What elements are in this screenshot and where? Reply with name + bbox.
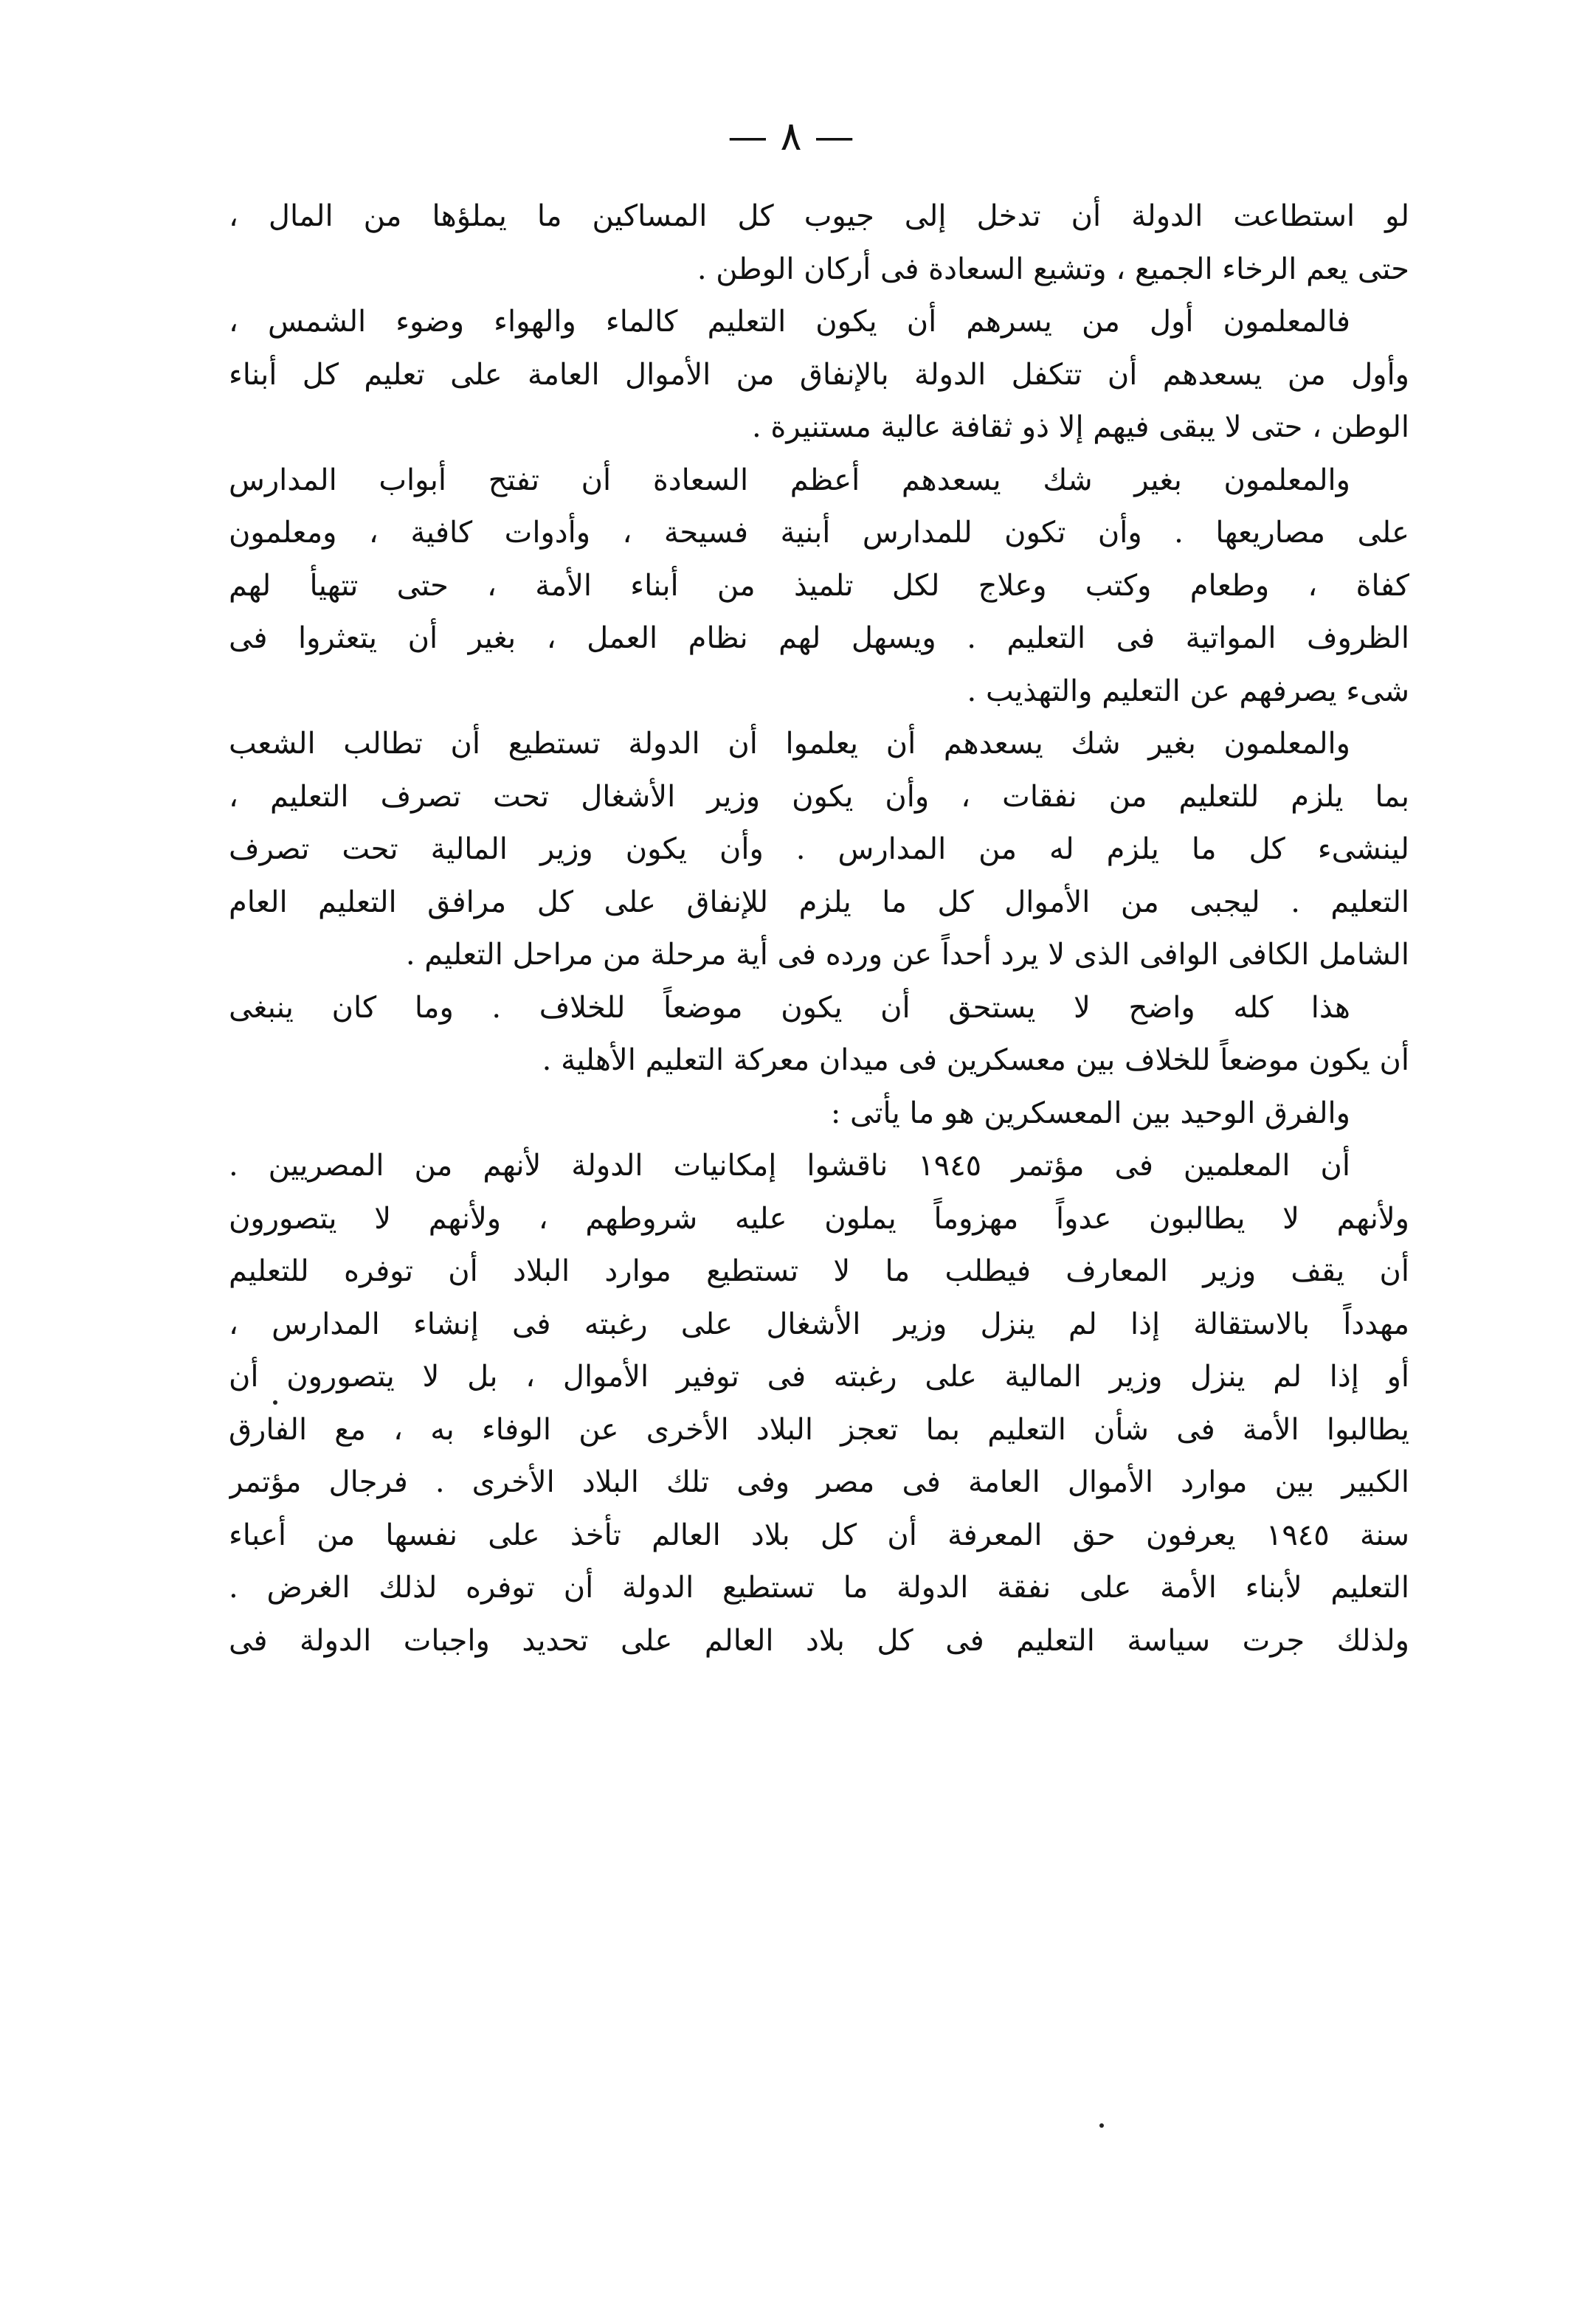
text-line: بما يلزم للتعليم من نفقات ، وأن يكون وزير الأشغال تحت تصرف التعليم ، xyxy=(229,779,1409,814)
text-line: أن يقف وزير المعارف فيطلب ما لا تستطيع موارد البلاد أن توفره للتعليم xyxy=(229,1254,1409,1288)
text-line: سنة ١٩٤٥ يعرفون حق المعرفة أن كل بلاد العالم تأخذ على نفسها من أعباء xyxy=(229,1518,1409,1552)
text-line: هذا كله واضح لا يستحق أن يكون موضعاً للخلاف . وما كان ينبغى xyxy=(229,990,1350,1025)
text-line: الشامل الكافى الوافى الذى لا يرد أحداً عن ورده فى أية مرحلة من مراحل التعليم . xyxy=(405,938,1409,972)
paragraph xyxy=(229,454,1409,719)
text-line: أو إذا لم ينزل وزير المالية على رغبته فى توفير الأموال ، بل لا يتصورون أن xyxy=(229,1360,1409,1394)
text-line: الظروف المواتية فى التعليم . ويسهل لهم نظام العمل ، بغير أن يتعثروا فى xyxy=(229,621,1409,655)
text-line: ولذلك جرت سياسة التعليم فى كل بلاد العالم على تحديد واجبات الدولة فى xyxy=(229,1623,1409,1658)
paragraph xyxy=(229,1140,1409,1667)
paragraph xyxy=(229,296,1409,454)
text-line: على مصاريعها . وأن تكون للمدارس أبنية فسيحة ، وأدوات كافية ، ومعلمون xyxy=(229,516,1409,550)
text-line: يطالبوا الأمة فى شأن التعليم بما تعجز البلاد الأخرى عن الوفاء به ، مع الفارق xyxy=(229,1412,1409,1447)
text-line: وأول من يسعدهم أن تتكفل الدولة بالإنفاق من الأموال العامة على تعليم كل أبناء xyxy=(229,357,1409,392)
text-line: فالمعلمون أول من يسرهم أن يكون التعليم كالماء والهواء وضوء الشمس ، xyxy=(229,305,1350,339)
text-line: الكبير بين موارد الأموال العامة فى مصر وفى تلك البلاد الأخرى . فرجال مؤتمر xyxy=(229,1465,1409,1499)
text-line: التعليم لأبناء الأمة على نفقة الدولة ما تستطيع الدولة أن توفره لذلك الغرض . xyxy=(229,1571,1409,1605)
text-line: ولأنهم لا يطالبون عدواً مهزوماً يملون عليه شروطهم ، ولأنهم لا يتصورون xyxy=(229,1201,1409,1236)
text-line: والفرق الوحيد بين المعسكرين هو ما يأتى : xyxy=(830,1096,1350,1130)
text-line: مهدداً بالاستقالة إذا لم ينزل وزير الأشغال على رغبته فى إنشاء المدارس ، xyxy=(229,1307,1409,1341)
scan-speck xyxy=(273,1400,277,1405)
text-line: لو استطاعت الدولة أن تدخل إلى جيوب كل المساكين ما يملؤها من المال ، xyxy=(229,199,1409,233)
text-line: أن المعلمين فى مؤتمر ١٩٤٥ ناقشوا إمكانيات الدولة لأنهم من المصريين . xyxy=(229,1149,1350,1183)
text-line: لينشىء كل ما يلزم له من المدارس . وأن يكون وزير المالية تحت تصرف xyxy=(229,832,1409,866)
scan-speck xyxy=(1099,2123,1104,2128)
text-line: التعليم . ليجبى من الأموال كل ما يلزم للإنفاق على كل مرافق التعليم العام xyxy=(229,885,1409,919)
text-line: شىء يصرفهم عن التعليم والتهذيب . xyxy=(967,674,1409,708)
paragraph xyxy=(229,190,1409,296)
paragraph xyxy=(229,1087,1409,1141)
page-number: — ٨ — xyxy=(728,113,854,159)
text-line: حتى يعم الرخاء الجميع ، وتشيع السعادة فى أركان الوطن . xyxy=(697,252,1409,286)
text-line: الوطن ، حتى لا يبقى فيهم إلا ذو ثقافة عالية مستنيرة . xyxy=(752,410,1409,444)
text-line: والمعلمون بغير شك يسعدهم أن يعلموا أن الدولة تستطيع أن تطالب الشعب xyxy=(229,727,1350,761)
paragraph xyxy=(229,982,1409,1087)
text-line: والمعلمون بغير شك يسعدهم أعظم السعادة أن تفتح أبواب المدارس xyxy=(229,463,1350,497)
text-line: كفاة ، وطعام وكتب وعلاج لكل تلميذ من أبناء الأمة ، حتى تتهيأ لهم xyxy=(229,568,1409,603)
body-text xyxy=(229,190,1409,1667)
paragraph xyxy=(229,718,1409,982)
text-line: أن يكون موضعاً للخلاف بين معسكرين فى ميدان معركة التعليم الأهلية . xyxy=(542,1043,1409,1077)
